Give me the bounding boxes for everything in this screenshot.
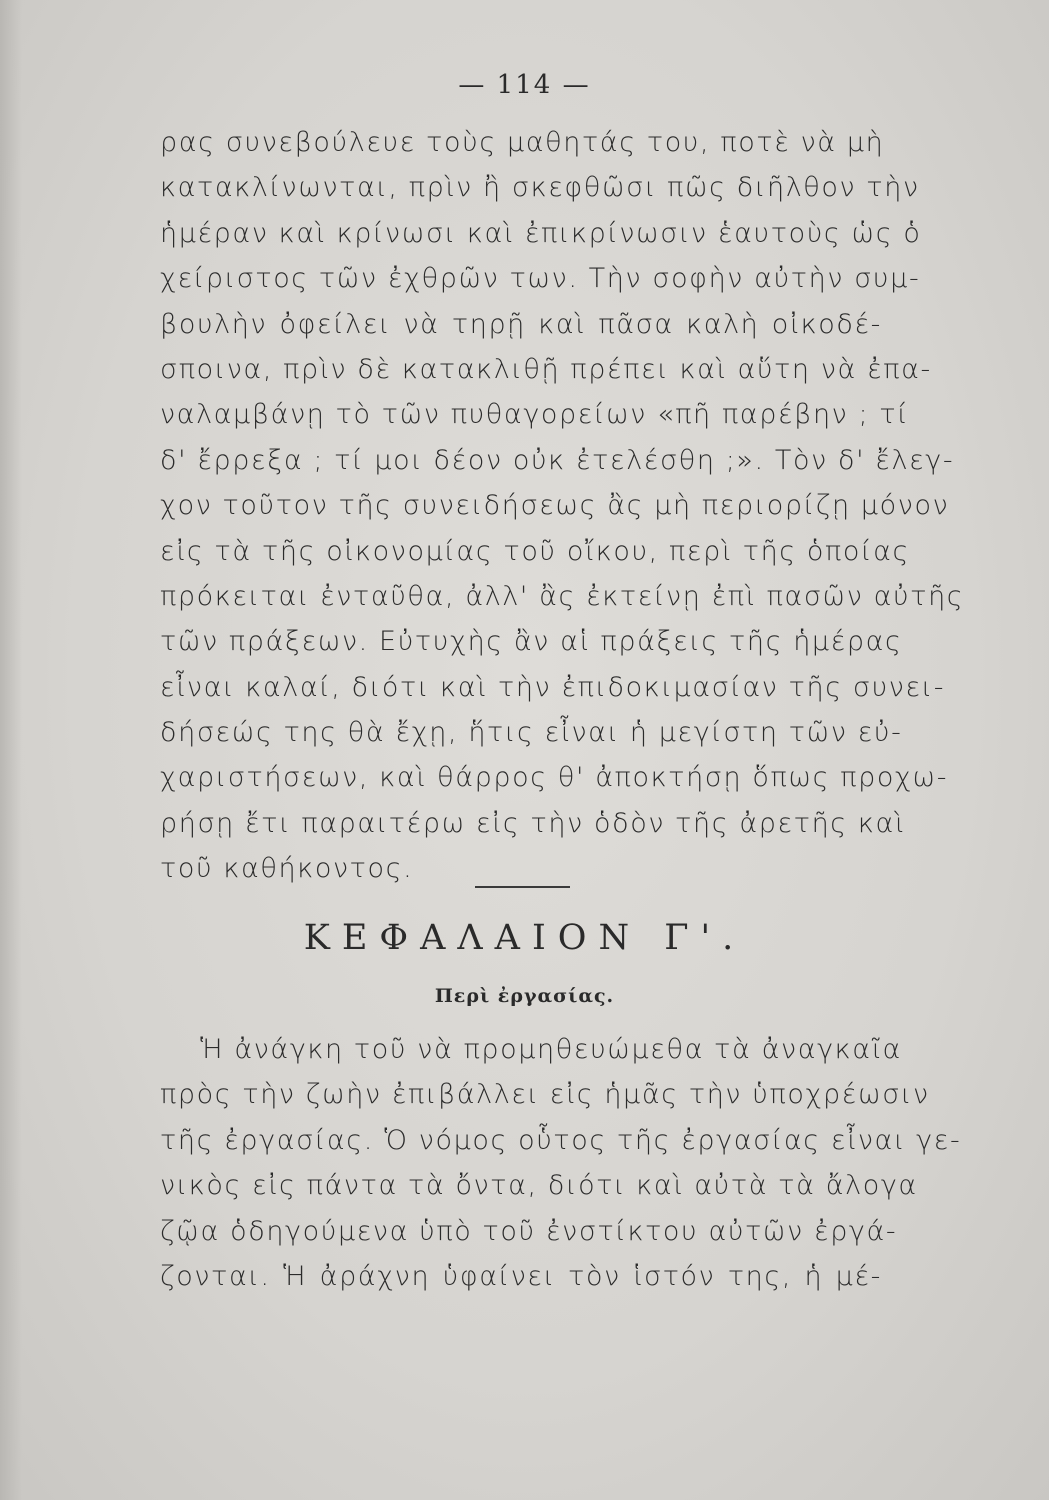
text-line: πρὸς τὴν ζωὴν ἐπιβάλλει εἰς ἡμᾶς τὴν ὑποχρέωσιν <box>160 1079 930 1111</box>
paragraph-1 <box>160 120 965 892</box>
text-line: χον τοῦτον τῆς συνειδήσεως ἂς μὴ περιορίζῃ μόνον <box>160 490 950 522</box>
section-divider <box>475 886 570 888</box>
text-line: ἡμέραν καὶ κρίνωσι καὶ ἐπικρίνωσιν ἑαυτοὺς ὡς ὁ <box>160 217 922 249</box>
chapter-subtitle: Περὶ ἐργασίας. <box>434 985 615 1007</box>
text-line: εἰς τὰ τῆς οἰκονομίας τοῦ οἴκου, περὶ τῆς ὁποίας <box>160 535 910 567</box>
text-line: ζονται. Ἡ ἀράχνη ὑφαίνει τὸν ἱστόν της, ἡ μέ- <box>160 1260 882 1292</box>
text-line: χείριστος τῶν ἐχθρῶν των. Τὴν σοφὴν αὐτὴν συμ- <box>160 263 921 295</box>
text-line: ρήσῃ ἔτι παραιτέρω εἰς τὴν ὁδὸν τῆς ἀρετῆς καὶ <box>160 807 906 839</box>
text-line: ρας συνεβούλευε τοὺς μαθητάς του, ποτὲ νὰ μὴ <box>160 127 885 158</box>
text-line: σποινα, πρὶν δὲ κατακλιθῇ πρέπει καὶ αὕτη νὰ ἐπα- <box>160 353 932 385</box>
page-edge-shadow <box>0 0 22 1500</box>
text-line: κατακλίνωνται, πρὶν ἢ σκεφθῶσι πῶς διῆλθον τὴν <box>160 172 920 204</box>
text-line: βουλὴν ὀφείλει νὰ τηρῇ καὶ πᾶσα καλὴ οἰκοδέ- <box>160 308 882 340</box>
text-line: νικὸς εἰς πάντα τὰ ὄντα, διότι καὶ αὐτὰ τὰ ἄλογα <box>160 1170 918 1202</box>
chapter-heading: ΚΕΦΑΛΑΙΟΝ Γ'. <box>303 918 746 958</box>
text-line: πρόκειται ἐνταῦθα, ἀλλ' ἂς ἐκτείνῃ ἐπὶ πασῶν αὐτῆς <box>160 580 965 612</box>
text-line: δ' ἔρρεξα ; τί μοι δέον οὐκ ἐτελέσθη ;». Τὸν δ' ἔλεγ- <box>160 444 955 476</box>
text-line: τῶν πράξεων. Εὐτυχὴς ἂν αἱ πράξεις τῆς ἡμέρας <box>160 626 903 658</box>
text-line: χαριστήσεων, καὶ θάρρος θ' ἀποκτήσῃ ὅπως προχω- <box>160 762 949 794</box>
text-line: ναλαμβάνῃ τὸ τῶν πυθαγορείων «πῆ παρέβην ; τί <box>160 399 910 431</box>
text-line: εἶναι καλαί, διότι καὶ τὴν ἐπιδοκιμασίαν τῆς συνει- <box>160 671 946 703</box>
text-line: τοῦ καθήκοντος. <box>160 853 414 885</box>
text-line: τῆς ἐργασίας. Ὁ νόμος οὗτος τῆς ἐργασίας εἶναι γε- <box>160 1124 962 1156</box>
text-line: ζῷα ὁδηγούμενα ὑπὸ τοῦ ἐνστίκτου αὐτῶν ἐργά- <box>160 1215 898 1247</box>
text-line: δήσεώς της θὰ ἔχῃ, ἥτις εἶναι ἡ μεγίστη τῶν εὐ- <box>160 717 903 749</box>
text-line: Ἡ ἀνάγκη τοῦ νὰ προμηθευώμεθα τὰ ἀναγκαῖα <box>200 1034 902 1065</box>
paragraph-2 <box>160 1027 962 1299</box>
page-number: — 114 — <box>458 70 591 100</box>
